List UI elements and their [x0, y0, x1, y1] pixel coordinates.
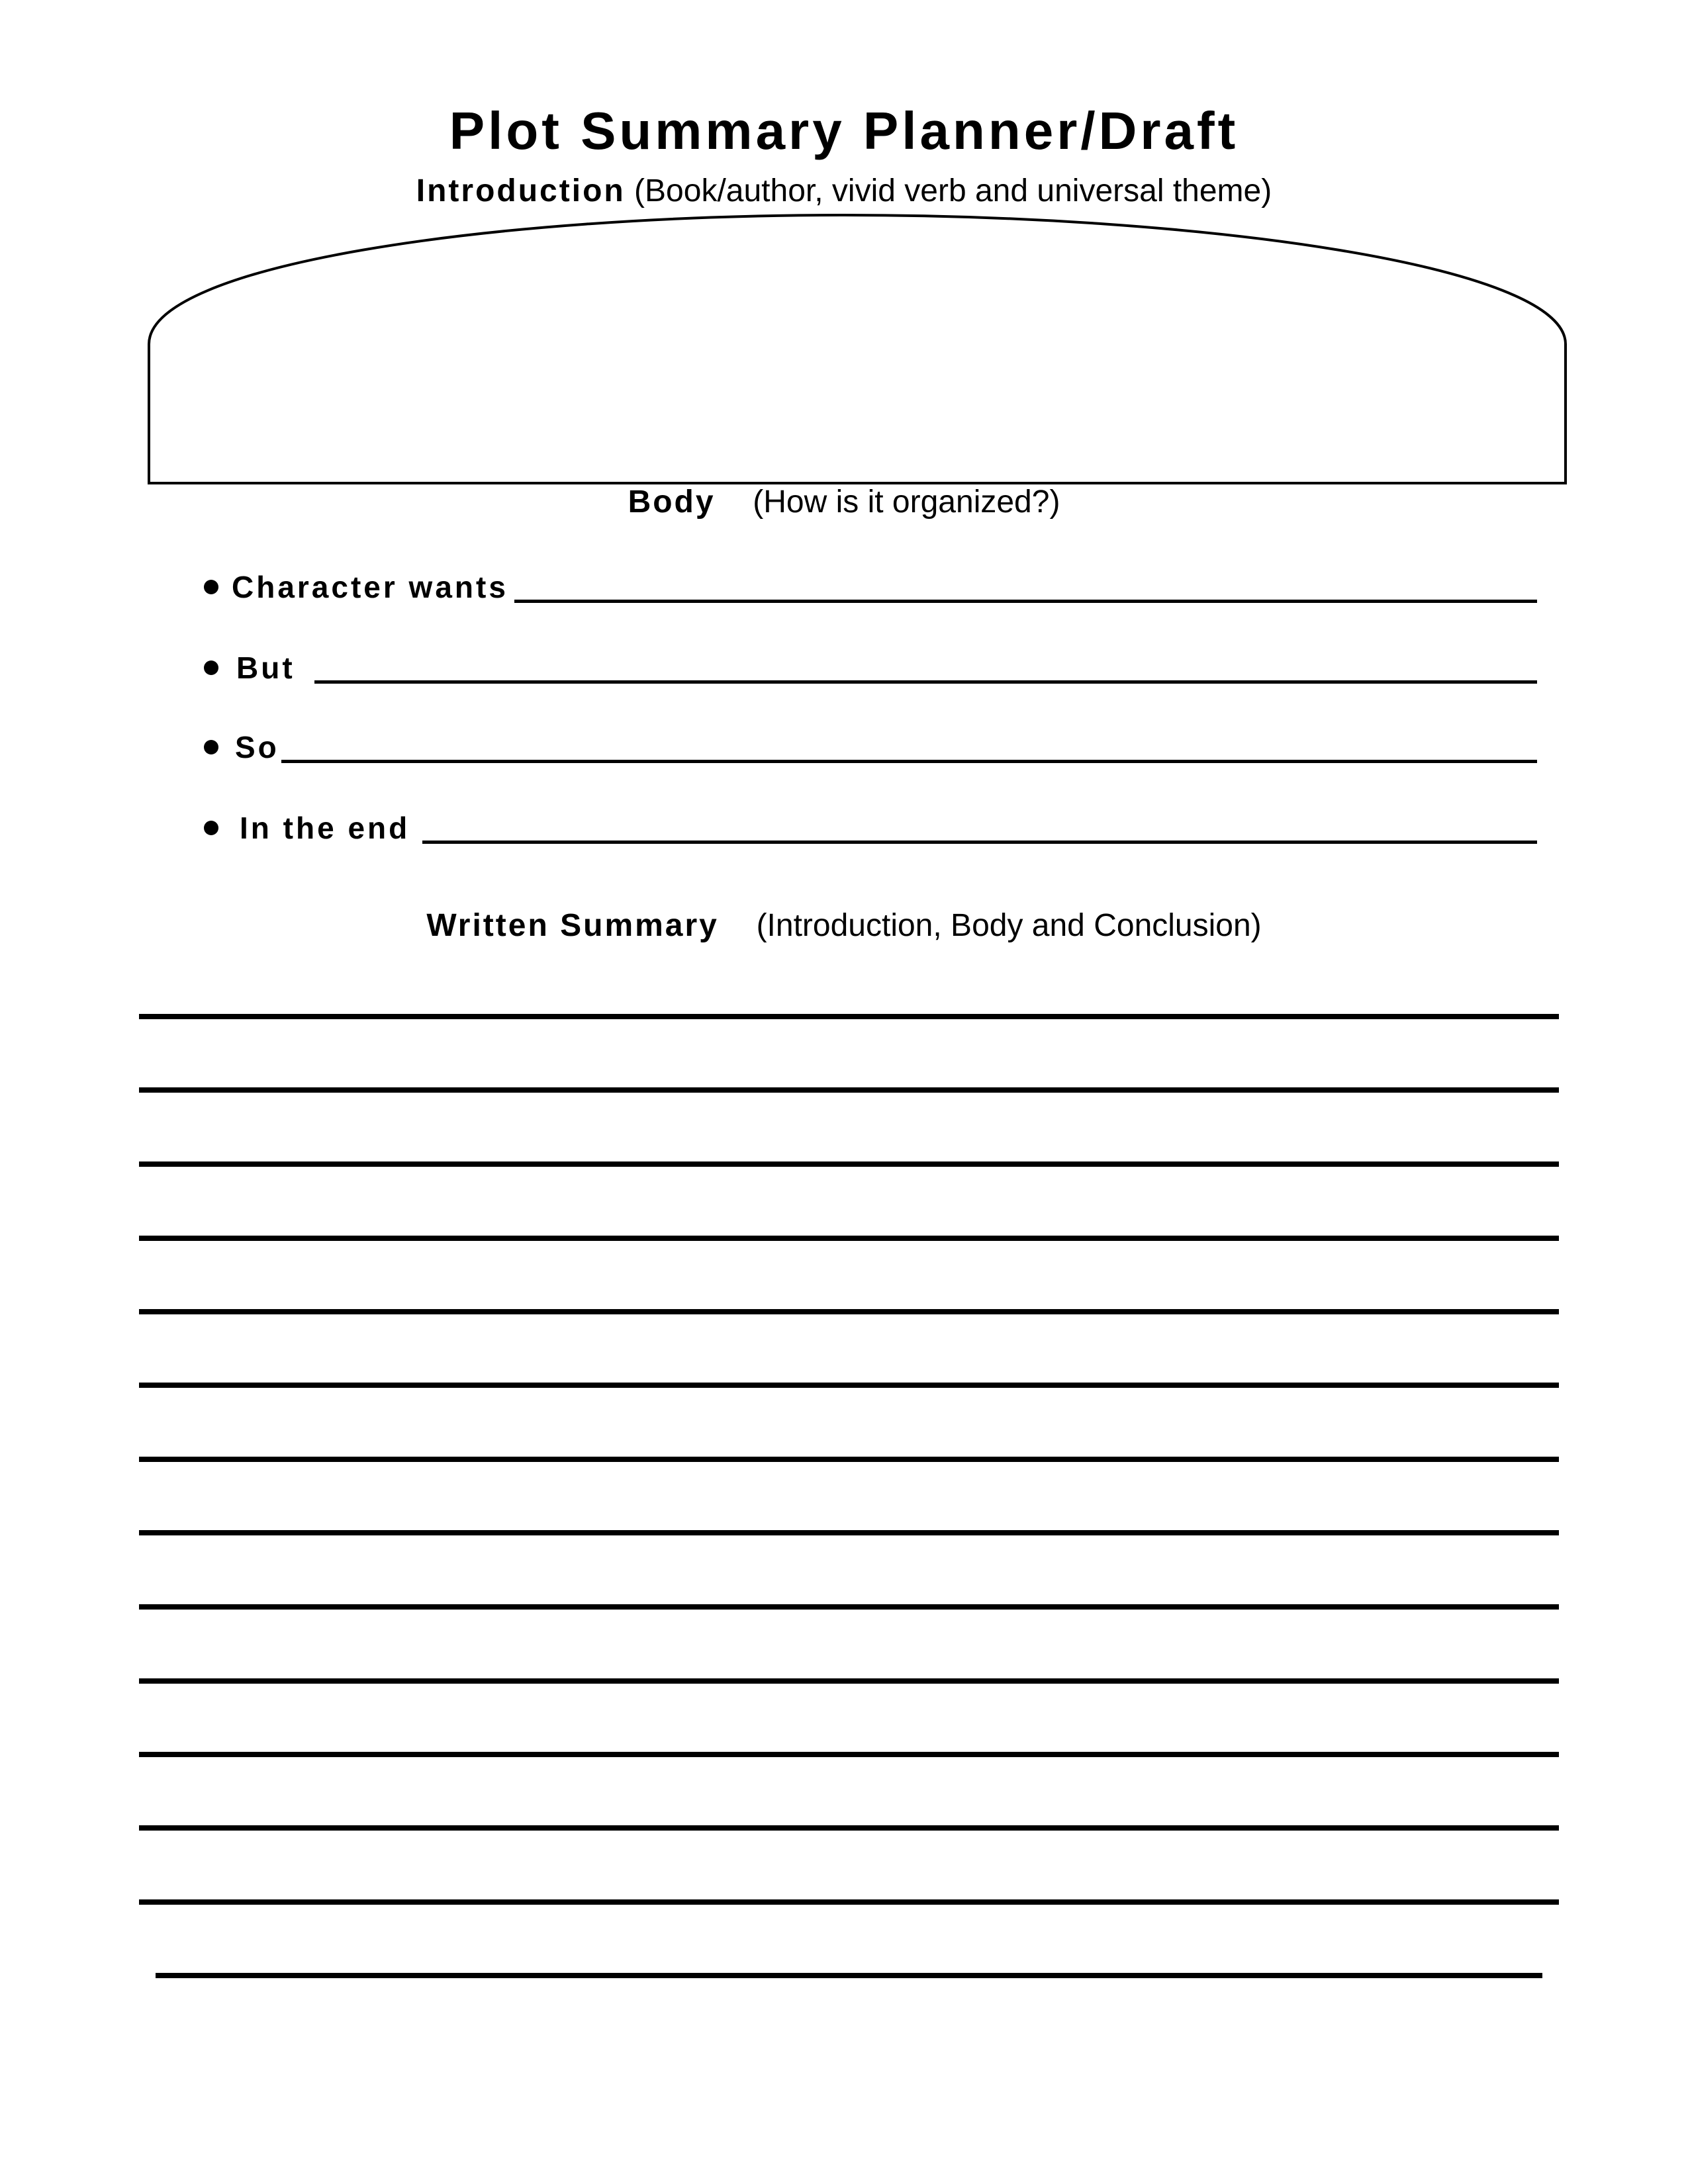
written-summary-hint: (Introduction, Body and Conclusion): [756, 908, 1262, 943]
prompt-in-the-end: In the end: [240, 811, 410, 845]
summary-writing-line[interactable]: [139, 1678, 1559, 1684]
summary-writing-line[interactable]: [139, 1161, 1559, 1167]
bullet-icon: [204, 821, 218, 835]
page-title: Plot Summary Planner/Draft: [449, 101, 1239, 160]
bullet-icon: [204, 580, 218, 594]
so-answer-line[interactable]: [281, 760, 1537, 763]
summary-writing-line[interactable]: [139, 1530, 1559, 1535]
summary-writing-line[interactable]: [139, 1825, 1559, 1831]
in-the-end-answer-line[interactable]: [422, 841, 1537, 844]
body-heading: [0, 486, 1688, 518]
written-summary-heading: [0, 910, 1688, 942]
summary-writing-line[interactable]: [156, 1973, 1542, 1978]
summary-writing-line[interactable]: [139, 1014, 1559, 1019]
summary-writing-line[interactable]: [139, 1309, 1559, 1314]
prompt-character-wants: Character wants: [232, 570, 508, 604]
bullet-icon: [204, 660, 218, 675]
summary-writing-line[interactable]: [139, 1236, 1559, 1241]
introduction-heading: [0, 175, 1688, 207]
summary-writing-line[interactable]: [139, 1457, 1559, 1462]
introduction-label: Introduction: [416, 173, 626, 208]
written-summary-label: Written Summary: [426, 908, 719, 943]
prompt-but: But: [236, 651, 295, 685]
summary-writing-line[interactable]: [139, 1899, 1559, 1905]
but-answer-line[interactable]: [314, 680, 1537, 684]
summary-writing-line[interactable]: [139, 1752, 1559, 1757]
introduction-hint: (Book/author, vivid verb and universal theme): [634, 173, 1272, 208]
prompt-so: So: [235, 730, 279, 764]
body-label: Body: [628, 484, 716, 520]
character-wants-answer-line[interactable]: [514, 600, 1537, 603]
summary-writing-line[interactable]: [139, 1604, 1559, 1610]
body-hint: (How is it organized?): [753, 484, 1060, 520]
summary-writing-line[interactable]: [139, 1383, 1559, 1388]
summary-writing-line[interactable]: [139, 1087, 1559, 1093]
bullet-icon: [204, 740, 218, 754]
